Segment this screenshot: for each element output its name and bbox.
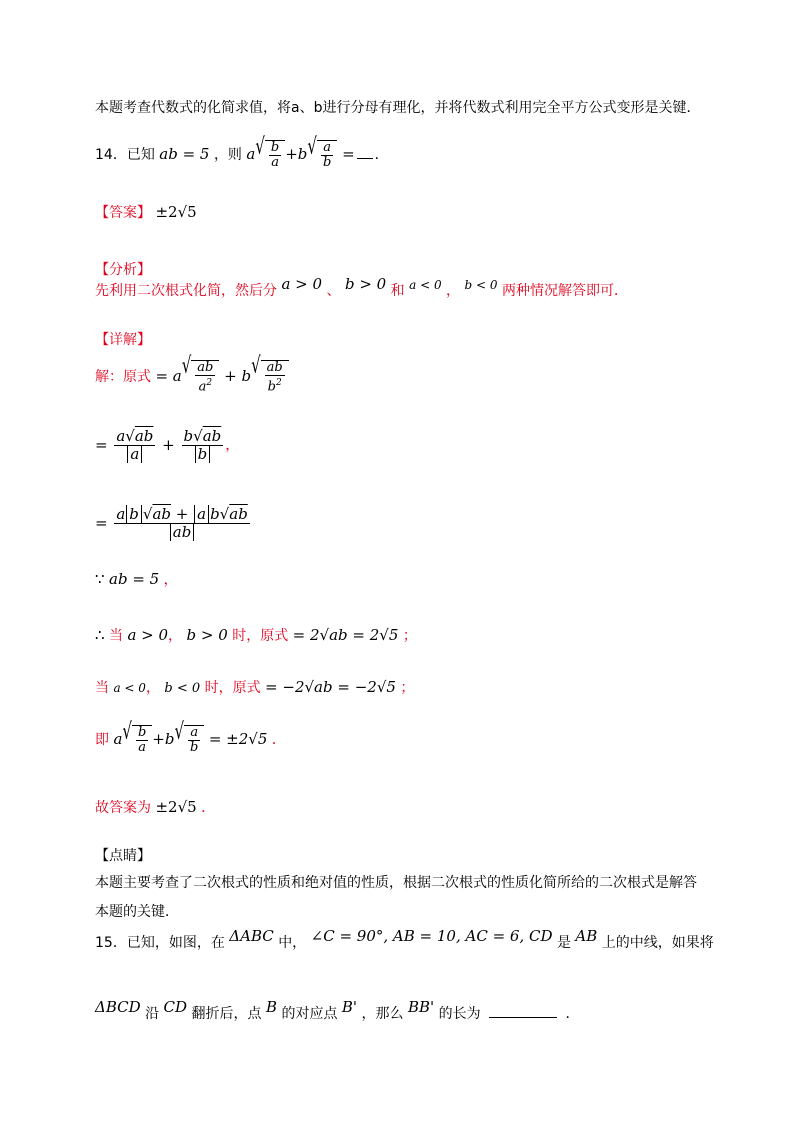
q14-number: 14．已知 [95,147,155,163]
dianjing-tag: 【点睛】 [95,848,151,864]
q14-then: ，则 [213,147,242,163]
analysis-tag: 【分析】 [95,262,151,278]
answer-value: ±2√5 [155,203,197,221]
because-line: ∵ ab = 5 ， [95,570,178,588]
answer-row [95,202,197,222]
question-14: 14．已知 ab = 5 ，则 a √ $\frac{b}{a}$ +b √ $\frac{a}{b}$ = ． [95,132,389,170]
dianjing-line-2: 本题的关键． [95,904,179,920]
answer-tag: 【答案】 [95,205,151,221]
question-15-line-1: 15．已知，如图，在 ΔABC 中， ∠C = 90°, AB = 10, AC = 6, CD 是 AB 上的中线，如果将 [95,927,714,951]
solution-line-1: 解：原式 = a √ $\frac{ab}{a^2}$ + b √ $\frac{ab}{b^2}$ [95,360,289,394]
solution-line-2: = $\frac{a√ab}{a}$ + $\frac{b√ab}{b}$ ， [95,427,240,463]
dianjing-line-1: 本题主要考查了二次根式的性质和绝对值的性质，根据二次根式的性质化简所给的二次根式是解答 [95,875,697,891]
detail-tag: 【详解】 [95,332,151,348]
solution-line-3: = $\frac{\text{a b √ab + a b√ab}}{ab}$ [95,505,248,541]
case-2: 当 a < 0， b < 0 时，原式 = −2√ab = −2√5 ； [95,678,415,696]
ji-line: 即 a √ $\frac{b}{a}$ +b √ $\frac{a}{b}$ = ±2√5 ． [95,717,286,755]
analysis-text: 先利用二次根式化简，然后分 a > 0 、 b > 0 和 a < 0 ， b < 0 两种情况解答即可． [95,275,628,299]
question-15-line-2: ΔBCD 沿 CD 翻折后，点 B 的对应点 B' ，那么 BB' 的长为 ． [95,998,580,1022]
final-answer: 故答案为 ±2√5 ． [95,798,216,816]
case-1: ∴ 当 a > 0， b > 0 时，原式 = 2√ab = 2√5 ； [95,626,417,644]
q14-condition: ab = 5 [159,145,210,163]
q14-expression: a √ $\frac{b}{a}$ +b √ $\frac{a}{b}$ = [246,132,355,170]
answer-blank [357,148,373,159]
intro-line: 本题考查代数式的化简求值，将a、b进行分母有理化，并将代数式利用完全平方公式变形是关键． [95,100,701,116]
q15-answer-blank [489,1007,557,1018]
